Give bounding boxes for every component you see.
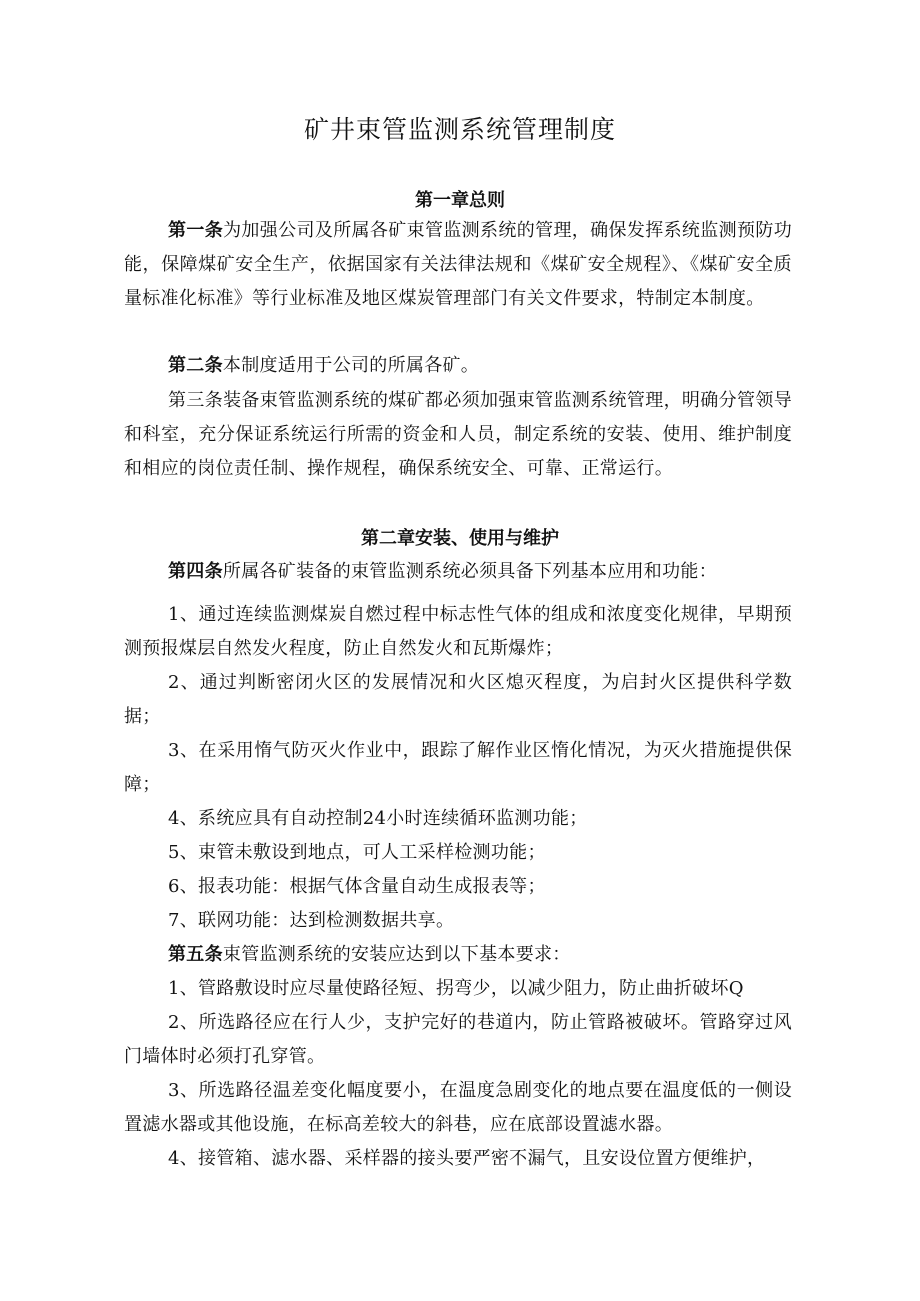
article-4-label: 第四条 <box>168 561 223 582</box>
article-5-item-3: 3、所选路径温差变化幅度要小，在温度急剧变化的地点要在温度低的一侧设置滤水器或其他设施，在标高差较大的斜巷，应在底部设置滤水器。 <box>124 1080 792 1135</box>
article-1 <box>124 214 792 316</box>
article-5 <box>124 938 792 972</box>
article-4-item-5: 5、束管未敷设到地点，可人工采样检测功能； <box>168 842 546 863</box>
article-5-item-1: 1、管路敷设时应尽量使路径短、拐弯少，以减少阻力，防止曲折破坏Q <box>168 978 744 999</box>
article-1-label: 第一条 <box>168 220 224 241</box>
article-5-item-2: 2、所选路径应在行人少，支护完好的巷道内，防止管路被破坏。管路穿过风门墙体时必须打孔穿管。 <box>124 1012 792 1067</box>
article-4-item-3: 3、在采用惰气防灭火作业中，跟踪了解作业区惰化情况，为灭火措施提供保障； <box>124 740 792 795</box>
article-2-text: 本制度适用于公司的所属各矿。 <box>222 355 480 376</box>
article-2 <box>124 349 792 383</box>
article-4-text: 所属各矿装备的束管监测系统必须具备下列基本应用和功能： <box>222 561 718 582</box>
chapter-2-heading: 第二章安装、使用与维护 <box>361 528 559 549</box>
article-4-item-1: 1、通过连续监测煤炭自燃过程中标志性气体的组成和浓度变化规律，早期预测预报煤层自然发火程度，防止自然发火和瓦斯爆炸； <box>124 604 792 659</box>
article-4-item-2: 2、通过判断密闭火区的发展情况和火区熄灭程度，为启封火区提供科学数据； <box>124 672 792 727</box>
article-3-text: 第三条装备束管监测系统的煤矿都必须加强束管监测系统管理，明确分管领导和科室，充分保证系统运行所需的资金和人员，制定系统的安装、使用、维护制度和相应的岗位责任制、操作规程，确保系统安全、可靠、正常运行。 <box>124 390 792 479</box>
article-5-item-4: 4、接管箱、滤水器、采样器的接头要严密不漏气，且安设位置方便维护， <box>168 1148 766 1169</box>
article-5-text: 束管监测系统的安装应达到以下基本要求： <box>222 944 571 965</box>
article-2-label: 第二条 <box>168 355 223 376</box>
article-4-item-7: 7、联网功能：达到检测数据共享。 <box>168 910 455 931</box>
article-1-text: 为加强公司及所属各矿束管监测系统的管理，确保发挥系统监测预防功能，保障煤矿安全生产，依据国家有关法律法规和《煤矿安全规程》、《煤矿安全质量标准化标准》等行业标准及地区煤炭管理部门有关文件要求，特制定本制度。 <box>124 220 793 309</box>
article-4-item-6: 6、报表功能：根据气体含量自动生成报表等； <box>168 876 546 897</box>
article-4-item-4: 4、系统应具有自动控制24小时连续循环监测功能； <box>168 808 588 829</box>
chapter-1-heading: 第一章总则 <box>415 190 505 211</box>
article-4 <box>124 555 792 589</box>
document-title: 矿井束管监测系统管理制度 <box>303 115 616 144</box>
article-5-label: 第五条 <box>168 944 223 965</box>
article-3 <box>124 384 792 486</box>
